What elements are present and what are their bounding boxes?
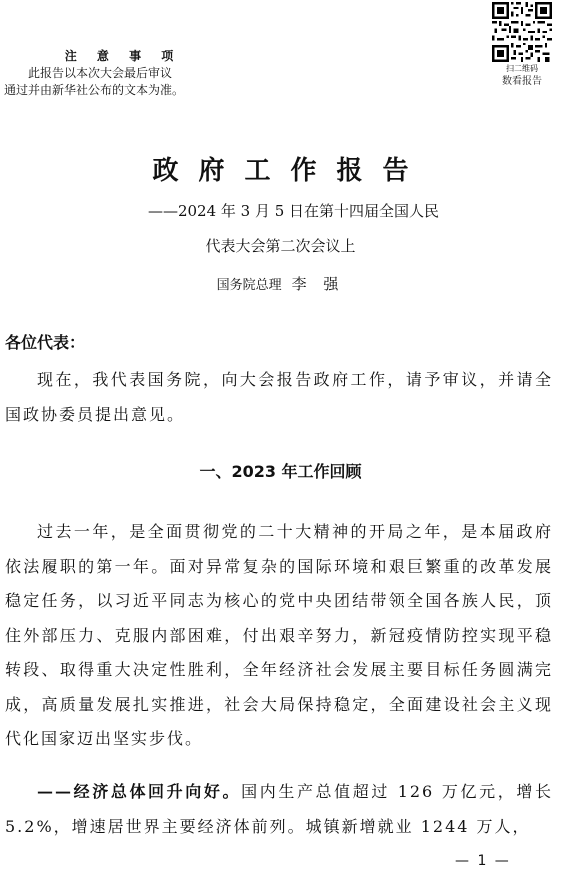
paragraph-intro: 现在，我代表国务院，向大会报告政府工作，请予审议，并请全国政协委员提出意见。 [5,370,553,424]
paragraph-review: 过去一年，是全面贯彻党的二十大精神的开局之年，是本届政府依法履职的第一年。面对异常复杂的国际环境和艰巨繁重的改革发展稳定任务，以习近平同志为核心的党中央团结带领全国各族人民，顶住外部压力、克服内部困难，付出艰辛努力，新冠疫情防控实现平稳转段、取得重大决定性胜利，全年经济社会发展主要目标任务圆满完成，高质量发展扎实推进，社会大局保持稳定，全面建设社会主义现代化国家迈出坚实步伐。 [5,522,553,748]
notice-text-line1: 此报告以本次大会最后审议 [28,66,173,80]
report-title: 政府工作报告 [152,156,429,186]
speaker-line [0,273,561,294]
qr-code-block[interactable] [490,2,554,94]
qr-caption-small: 扫二维码 [506,64,538,73]
notice-title: 注 意 事 项 [64,49,182,63]
salutation: 各位代表： [5,333,86,352]
qr-caption-main: 数看报告 [502,76,542,87]
paragraph-economy [5,775,553,844]
qr-code-icon[interactable] [492,2,552,62]
report-subtitle-line2: 代表大会第二次会议上 [205,237,356,255]
page-number: — 1 — [455,853,511,869]
speaker-role: 国务院总理 [216,278,282,293]
notice-box [0,48,230,99]
speaker-name: 李 强 [291,275,345,293]
paragraph-economy-lead: ——经济总体回升向好。 [37,782,242,801]
notice-text-line2: 通过并由新华社公布的文本为准。 [4,83,185,97]
section-heading: 一、2023 年工作回顾 [199,462,362,481]
report-subtitle-line1: ——2024 年 3 月 5 日在第十四届全国人民 [147,202,440,220]
paragraph-economy-text: 国内生产总值超过 126 万亿元，增长 5.2%，增速居世界主要经济体前列。城镇新增就业 1244 万人， [5,782,553,836]
